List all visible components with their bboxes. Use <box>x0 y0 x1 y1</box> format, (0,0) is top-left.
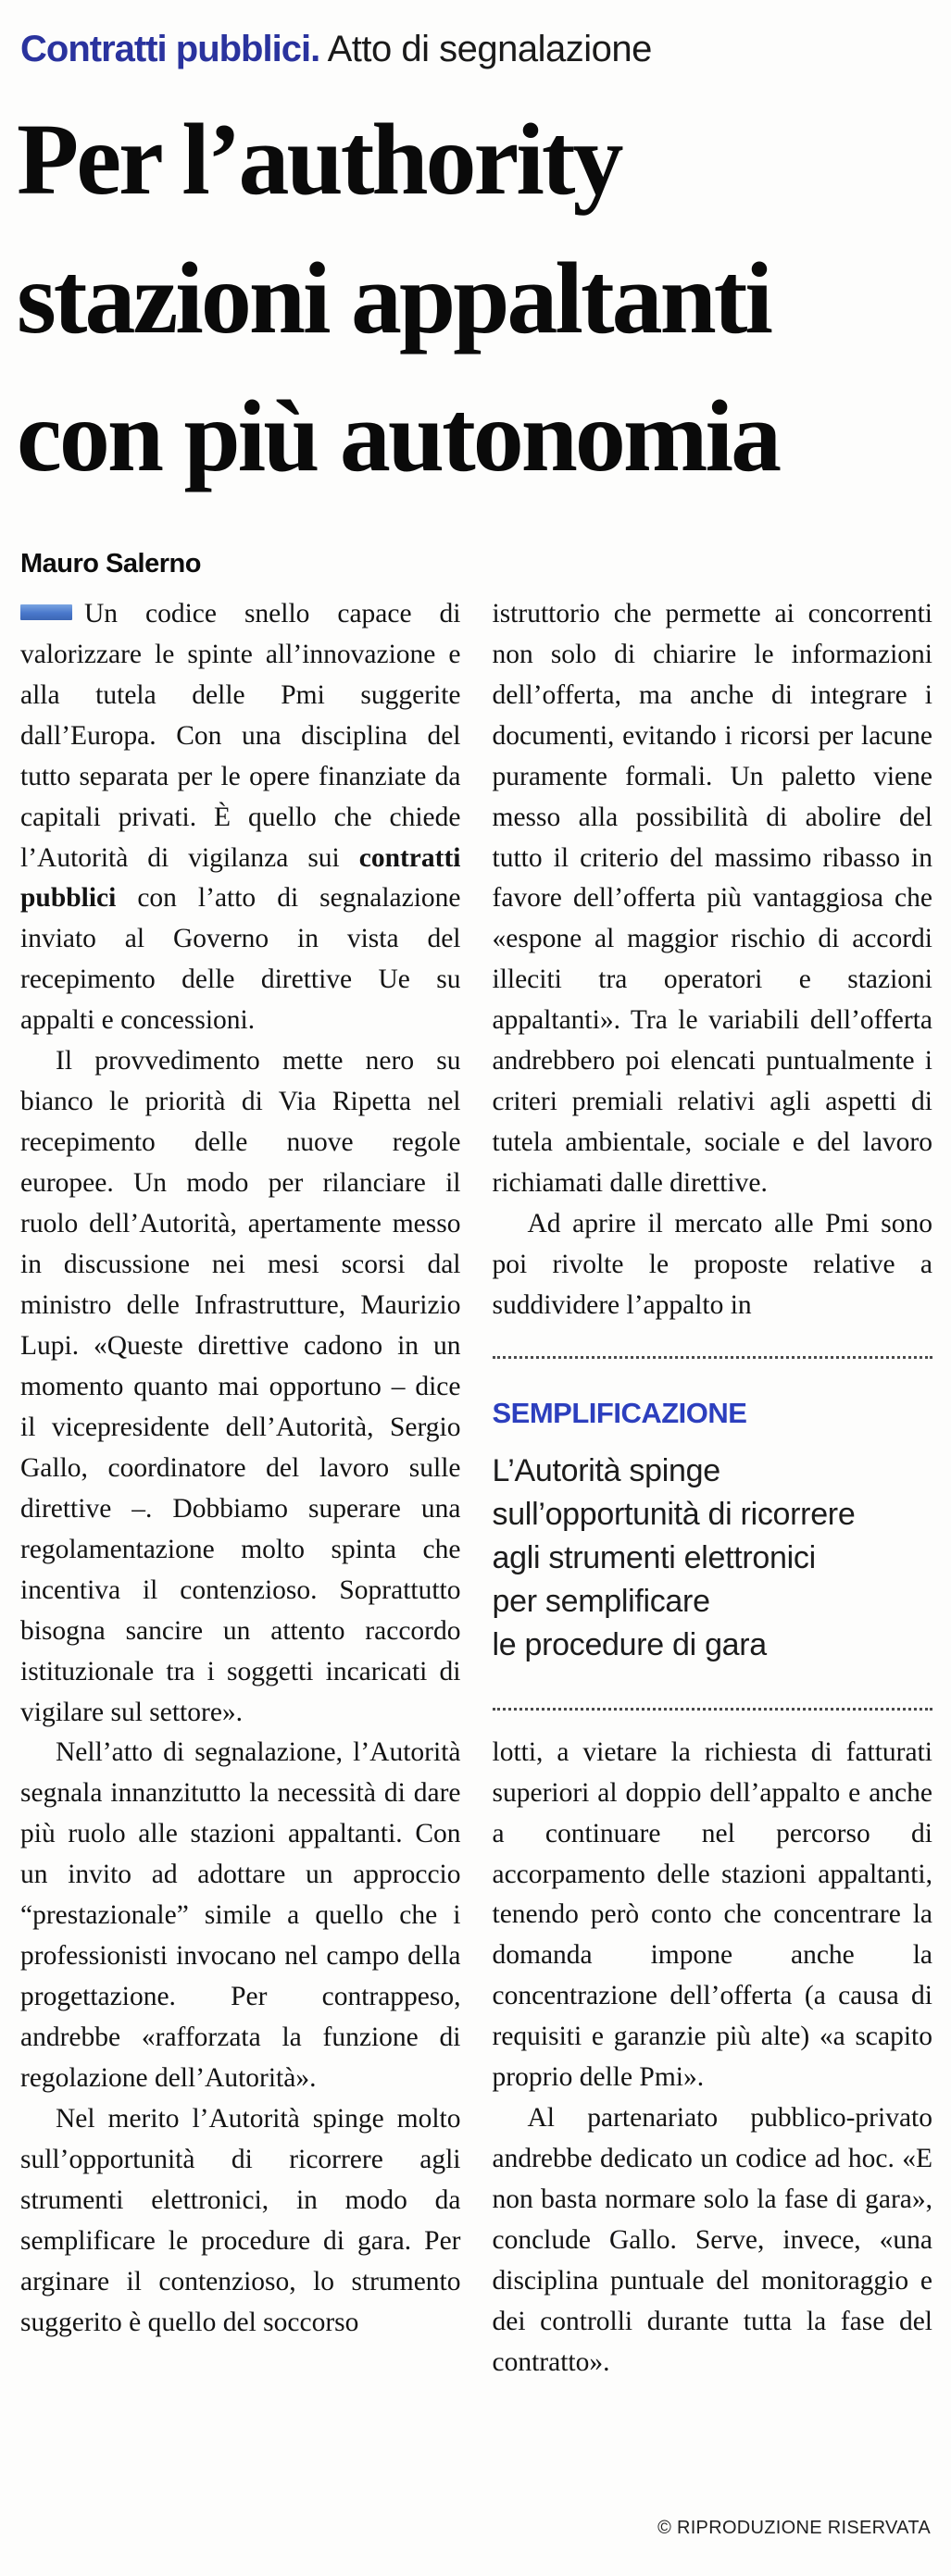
pullquote-line: L’Autorità spinge <box>492 1453 720 1489</box>
article-paragraph: Ad aprire il mercato alle Pmi sono poi rivolte le proposte relative a suddividere l’appalto in <box>492 1209 932 1320</box>
article-paragraph <box>20 594 461 1041</box>
paragraph-marker-icon <box>20 604 72 620</box>
article-body <box>0 579 951 2383</box>
article-paragraph: istruttorio che permette ai concorrenti non solo di chiarire le informazioni dell’offerta, ma anche di integrare i documenti, evitando i ricorsi per lacune puramente formali. Un paletto viene messo alla possibilità di abolire del tutto il criterio del massimo ribasso in favore dell’offerta più vantaggiosa che «espone al maggior rischio di accordi illeciti tra operatori e stazioni appaltanti». Tra le variabili dell’offerta andrebbero poi elencati puntualmente i criteri premiali relativi agli aspetti di tutela ambientale, sociale e del lavoro richiamati dalle direttive. <box>492 598 932 1199</box>
article-paragraph: Nel merito l’Autorità spinge molto sull’opportunità di ricorrere agli strumenti elettronici, in modo da semplificare le procedure di gara. Per arginare il contenzioso, lo strumento suggerito è quello del soccorso <box>20 2104 461 2337</box>
pullquote-box <box>493 1356 933 1711</box>
headline <box>17 91 936 506</box>
copyright-notice: © RIPRODUZIONE RISERVATA <box>657 2518 931 2538</box>
pullquote-line: sull’opportunità di ricorrere <box>492 1497 856 1533</box>
kicker-topic: Contratti pubblici. <box>20 29 320 69</box>
headline-line-2: stazioni appaltanti <box>17 241 770 355</box>
kicker <box>0 0 951 70</box>
paragraph-bold-text: contratti pubblici <box>20 842 461 914</box>
headline-line-1: Per l’authority <box>17 103 621 216</box>
pullquote-line: agli strumenti elettronici <box>492 1539 816 1575</box>
pullquote-line: per semplificare <box>492 1583 710 1619</box>
column-left <box>20 594 461 2383</box>
pullquote-line: le procedure di gara <box>492 1626 767 1662</box>
pullquote-label: SEMPLIFICAZIONE <box>492 1396 747 1429</box>
kicker-subtitle: Atto di segnalazione <box>319 29 652 69</box>
paragraph-text: Un codice snello capace di valorizzare le spinte all’innovazione e alla tutela delle Pmi suggerite dall’Europa. Con una disciplina del tutto separata per le opere finanziate da capitali privati. È quello che chiede l’Autorità di vigilanza sui <box>20 598 461 873</box>
article-paragraph: lotti, a vietare la richiesta di fatturati superiori al doppio dell’appalto e anche a continuare nel percorso di accorpamento delle stazioni appaltanti, tenendo però conto che concentrare la domanda impone anche la concentrazione dell’offerta (a causa di requisiti e garanzie più alte) «a scapito proprio delle Pmi». <box>492 1736 932 2093</box>
article-paragraph: Al partenariato pubblico-privato andrebbe dedicato un codice ad hoc. «E non basta normare solo la fase di gara», conclude Gallo. Serve, invece, «una disciplina puntuale del monitoraggio e dei controlli durante tutta la fase del contratto». <box>492 2103 932 2377</box>
column-right <box>493 594 933 2383</box>
article-paragraph: Il provvedimento mette nero su bianco le priorità di Via Ripetta nel recepimento delle nuove regole europee. Un modo per rilanciare il ruolo dell’Autorità, apertamente messo in discussione nei mesi scorsi dal ministro delle Infrastrutture, Maurizio Lupi. «Queste direttive cadono in un momento quanto mai opportuno – dice il vicepresidente dell’Autorità, Sergio Gallo, coordinatore del lavoro sulle direttive –. Dobbiamo superare una regolamentazione molto spinta che incentiva il contenzioso. Soprattutto bisogna sancire un attento raccordo istituzionale tra i soggetti incaricati di vigilare sul settore». <box>20 1046 461 1727</box>
byline: Mauro Salerno <box>20 548 201 579</box>
paragraph-text: con l’atto di segnalazione inviato al Governo in vista del recepimento delle direttive Ue su appalti e concessioni. <box>20 883 461 1036</box>
article-paragraph: Nell’atto di segnalazione, l’Autorità segnala innanzitutto la necessità di dare più ruolo alle stazioni appaltanti. Con un invito ad adottare un approccio “prestazionale” simile a quello che i professionisti invocano nel campo della progettazione. Per contrappeso, andrebbe «rafforzata la funzione di regolazione dell’Autorità». <box>20 1737 461 2094</box>
headline-line-3: con più autonomia <box>17 380 780 493</box>
